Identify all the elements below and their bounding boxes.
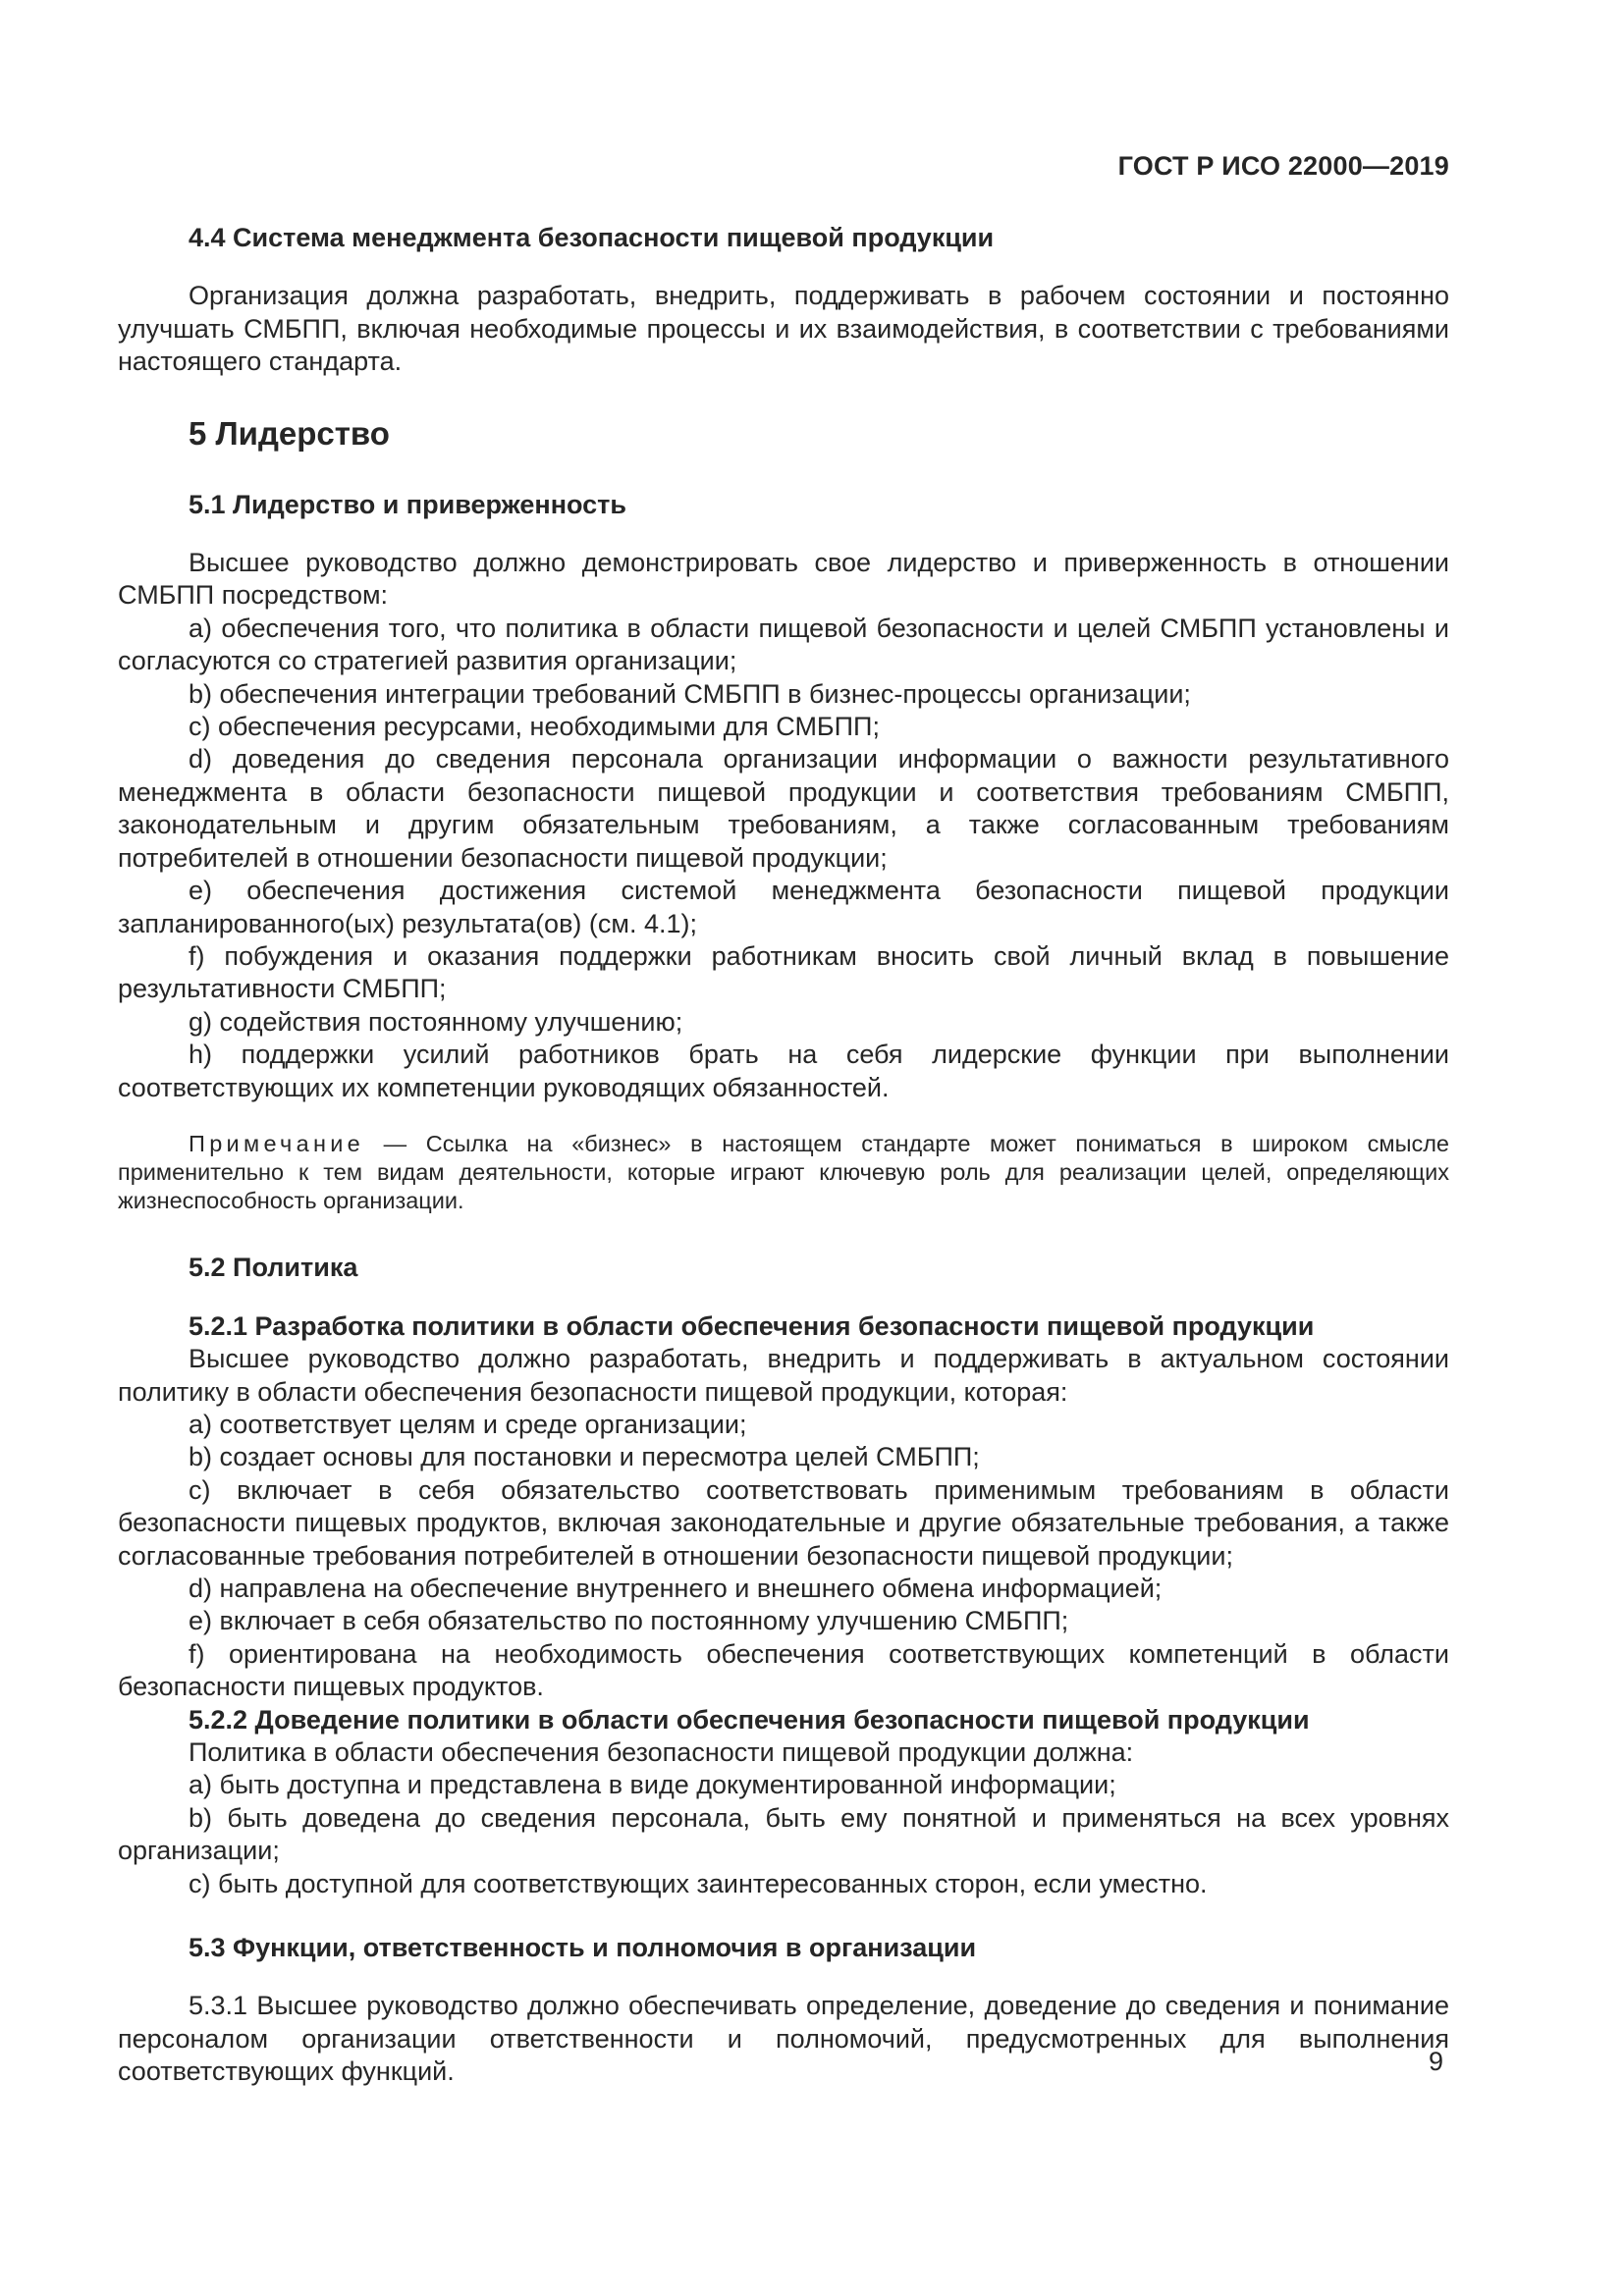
list-item-5-1-f: f) побуждения и оказания поддержки работникам вносить свой личный вклад в повышение результативности СМБПП; (118, 940, 1449, 1004)
paragraph-5-1-intro: Высшее руководство должно демонстрировать свое лидерство и приверженность в отношении СМБПП посредством: (118, 548, 1449, 611)
list-item-5-2-1-e: e) включает в себя обязательство по постоянному улучшению СМБПП; (189, 1606, 1069, 1636)
note-5-1 (118, 1130, 1449, 1214)
note-label: Примечание (189, 1130, 365, 1156)
note-text: — Ссылка на «бизнес» в настоящем стандарте может пониматься в широком смысле применительно к тем видам деятельности, которые играют ключевую роль для реализации целей, определяющих жизнеспособность организации. (118, 1130, 1449, 1213)
list-item-5-2-1-c: c) включает в себя обязательство соответствовать применимым требованиям в области безопасности пищевых продуктов, включая законодательные и другие обязательные требования, а также согласованные требования потребителей в отношении безопасности пищевой продукции; (118, 1474, 1449, 1571)
page-number: 9 (1428, 2047, 1443, 2076)
list-item-5-1-h: h) поддержки усилий работников брать на себя лидерские функции при выполнении соответствующих их компетенции руководящих обязанностей. (118, 1040, 1449, 1102)
standard-header: ГОСТ Р ИСО 22000—2019 (1117, 151, 1449, 181)
paragraph-5-2-1-intro: Высшее руководство должно разработать, внедрить и поддерживать в актуальном состоянии политику в области обеспечения безопасности пищевой продукции, которая: (118, 1344, 1449, 1407)
paragraph-5-3-1: 5.3.1 Высшее руководство должно обеспечивать определение, доведение до сведения и понимание персоналом организации ответственности и полномочий, предусмотренных для выполнения соответствующих функций. (118, 1991, 1449, 2087)
list-item-5-1-c: c) обеспечения ресурсами, необходимыми для СМБПП; (189, 712, 880, 742)
list-item-5-2-2-a: a) быть доступна и представлена в виде документированной информации; (189, 1770, 1116, 1800)
list-item-5-2-1-a: a) соответствует целям и среде организации; (189, 1409, 747, 1439)
paragraph-4-4: Организация должна разработать, внедрить, поддерживать в рабочем состоянии и постоянно улучшать СМБПП, включая необходимые процессы и их взаимодействия, в соответствии с требованиями настоящего стандарта. (118, 281, 1449, 377)
heading-5-2: 5.2 Политика (189, 1253, 358, 1283)
list-item-5-1-a: a) обеспечения того, что политика в области пищевой безопасности и целей СМБПП установлены и согласуются со стратегией развития организации; (118, 613, 1449, 676)
list-item-5-2-1-f: f) ориентирована на необходимость обеспечения соответствующих компетенций в области безопасности пищевых продуктов. (118, 1638, 1449, 1702)
list-item-5-2-1-d: d) направлена на обеспечение внутреннего и внешнего обмена информацией; (189, 1573, 1163, 1603)
heading-5: 5 Лидерство (189, 414, 390, 452)
list-item-5-2-2-b: b) быть доведена до сведения персонала, быть ему понятной и применяться на всех уровнях организации; (118, 1802, 1449, 1866)
heading-5-2-1: 5.2.1 Разработка политики в области обеспечения безопасности пищевой продукции (189, 1310, 1315, 1341)
list-item-5-2-1-b: b) создает основы для постановки и пересмотра целей СМБПП; (189, 1442, 980, 1472)
heading-4-4: 4.4 Система менеджмента безопасности пищевой продукции (189, 223, 995, 252)
list-item-5-1-g: g) содействия постоянному улучшению; (189, 1006, 683, 1037)
list-item-5-2-2-c: c) быть доступной для соответствующих заинтересованных сторон, если уместно. (189, 1868, 1208, 1898)
heading-5-1: 5.1 Лидерство и приверженность (189, 489, 626, 519)
page-content (118, 222, 1449, 2089)
list-item-5-1-b: b) обеспечения интеграции требований СМБПП в бизнес-процессы организации; (189, 678, 1191, 709)
heading-5-3: 5.3 Функции, ответственность и полномочия в организации (189, 1933, 977, 1963)
list-item-5-1-d: d) доведения до сведения персонала организации информации о важности результативного менеджмента в области безопасности пищевой продукции и соответствия требованиям СМБПП, законодательным и другим обязательным требованиям, а также согласованным требованиям потребителей в отношении безопасности пищевой продукции; (118, 744, 1449, 873)
paragraph-5-2-2-intro: Политика в области обеспечения безопасности пищевой продукции должна: (189, 1737, 1134, 1768)
list-item-5-1-e: e) обеспечения достижения системой менеджмента безопасности пищевой продукции запланированного(ых) результата(ов) (см. 4.1); (118, 876, 1449, 938)
heading-5-2-2: 5.2.2 Доведение политики в области обеспечения безопасности пищевой продукции (189, 1704, 1310, 1735)
